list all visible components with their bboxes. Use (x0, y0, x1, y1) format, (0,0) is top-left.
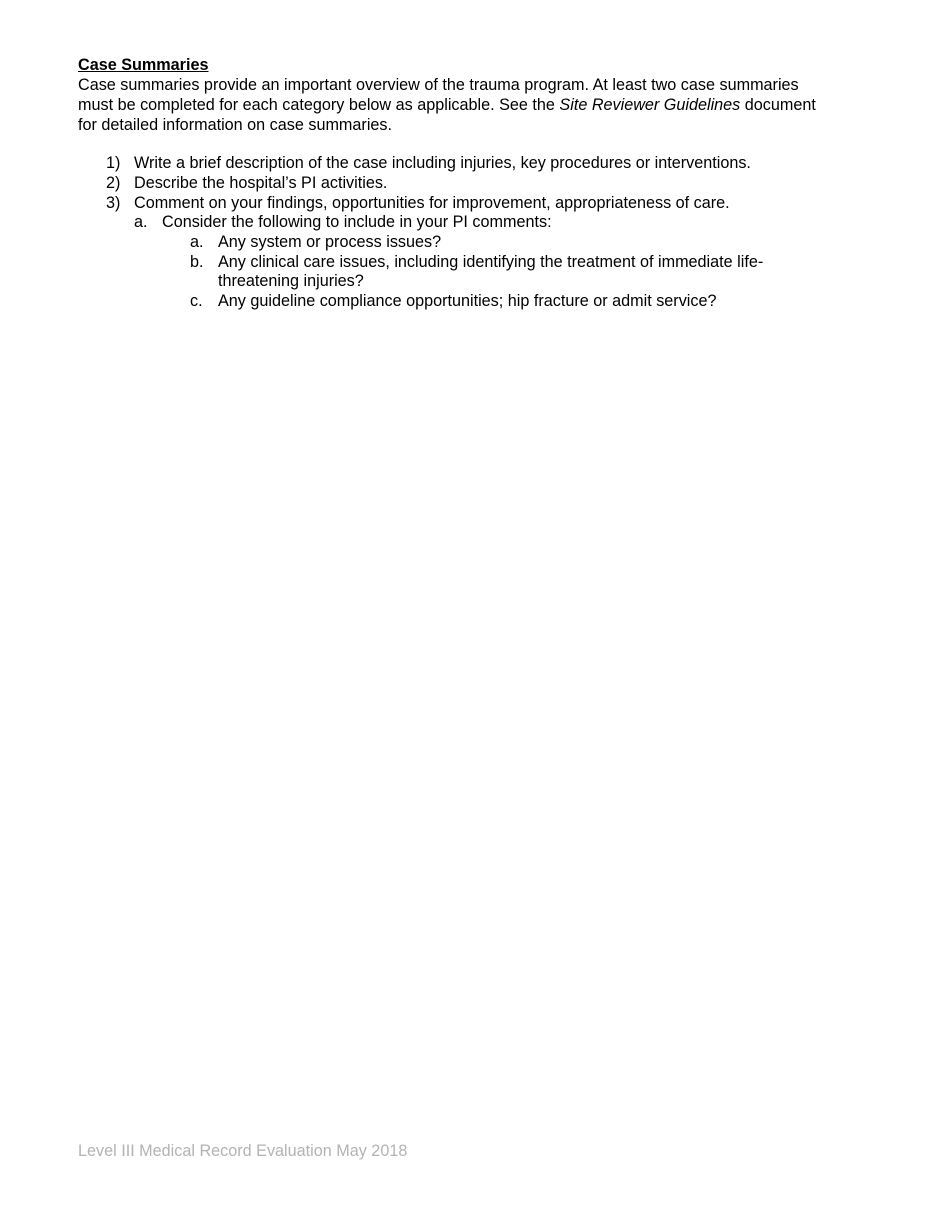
list-text: Comment on your findings, opportunities for improvement, appropriateness of care. (134, 194, 730, 212)
sub-list-marker: a. (134, 213, 148, 231)
subsub-list-marker: c. (190, 292, 203, 310)
subsub-list-marker: b. (190, 253, 204, 271)
list-marker: 1) (106, 154, 121, 172)
page-footer: Level III Medical Record Evaluation May 2018 (78, 1142, 408, 1160)
list-text: Write a brief description of the case including injuries, key procedures or interventions. (134, 154, 751, 172)
intro-line-3: for detailed information on case summaries. (78, 115, 393, 134)
list-marker: 3) (106, 194, 121, 212)
subsub-list-text: Any guideline compliance opportunities; hip fracture or admit service? (218, 292, 717, 310)
intro-line-2 (78, 96, 878, 116)
intro-paragraph (78, 76, 878, 135)
list-marker: 2) (106, 174, 121, 192)
intro-line-1: Case summaries provide an important overview of the trauma program. At least two case summaries (78, 76, 799, 94)
subsub-list-text-line-1: Any clinical care issues, including identifying the treatment of immediate life- (218, 253, 764, 271)
section-heading: Case Summaries (78, 56, 209, 74)
intro-line-2-pre: must be completed for each category below as applicable. See the (78, 95, 560, 114)
subsub-list-marker: a. (190, 233, 204, 251)
sub-list-text: Consider the following to include in your PI comments: (162, 213, 552, 231)
guidelines-title: Site Reviewer Guidelines (559, 95, 741, 114)
subsub-list-text: Any system or process issues? (218, 233, 442, 251)
list-text: Describe the hospital’s PI activities. (134, 174, 388, 192)
subsub-list-text-line-2: threatening injuries? (218, 272, 364, 290)
intro-line-2-post: document (740, 95, 816, 114)
